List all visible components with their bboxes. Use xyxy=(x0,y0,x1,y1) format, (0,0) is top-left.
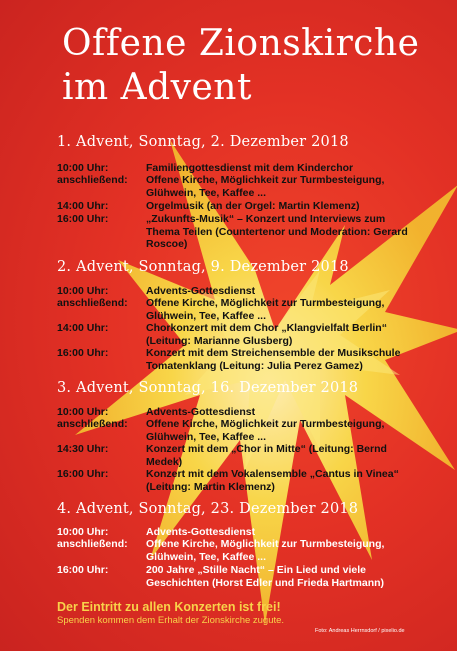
event-text: Advents-Gottesdienst xyxy=(146,526,256,538)
event-time: anschließend: xyxy=(57,418,128,430)
event-text: Chorkonzert mit dem Chor „Klangvielfalt Berlin“ (Leitung: Marianne Glusberg) xyxy=(146,322,387,347)
page-border-bottom xyxy=(0,651,466,661)
section-heading: 4. Advent, Sonntag, 23. Dezember 2018 xyxy=(57,501,359,517)
event-text: Familiengottesdienst mit dem Kinderchor xyxy=(146,162,354,174)
admission-note: Der Eintritt zu allen Konzerten ist frei! xyxy=(57,600,281,614)
event-time: 16:00 Uhr: xyxy=(57,347,109,359)
section-heading: 2. Advent, Sonntag, 9. Dezember 2018 xyxy=(57,259,349,275)
event-text: 200 Jahre „Stille Nacht“ – Ein Lied und viele Geschichten (Horst Edler und Frieda Hartmann) xyxy=(146,564,385,589)
event-text: Konzert mit dem Streichensemble der Musikschule Tomatenklang (Leitung: Julia Perez Gamez) xyxy=(146,347,401,372)
event-text: Konzert mit dem „Chor in Mitte“ (Leitung: Bernd Medek) xyxy=(146,443,387,468)
event-text: Offene Kirche, Möglichkeit zur Turmbesteigung, Glühwein, Tee, Kaffee ... xyxy=(146,418,385,443)
event-time: anschließend: xyxy=(57,297,128,309)
event-text: „Zukunfts-Musik“ – Konzert und Interviews zum Thema Teilen (Countertenor und Moderation: Gerard Roscoe) xyxy=(146,213,408,250)
event-time: 10:00 Uhr: xyxy=(57,285,109,297)
event-text: Konzert mit dem Vokalensemble „Cantus in Vinea“ (Leitung: Martin Klemenz) xyxy=(146,468,399,493)
event-time: 16:00 Uhr: xyxy=(57,468,109,480)
event-text: Offene Kirche, Möglichkeit zur Turmbesteigung, Glühwein, Tee, Kaffee ... xyxy=(146,297,385,322)
event-time: 10:00 Uhr: xyxy=(57,162,109,174)
section-heading: 1. Advent, Sonntag, 2. Dezember 2018 xyxy=(57,134,349,150)
event-text: Offene Kirche, Möglichkeit zur Turmbesteigung, Glühwein, Tee, Kaffee ... xyxy=(146,174,385,199)
event-time: 14:00 Uhr: xyxy=(57,200,109,212)
poster-title xyxy=(62,22,422,110)
title-line-2: im Advent xyxy=(62,67,252,108)
event-time: 10:00 Uhr: xyxy=(57,406,109,418)
event-time: 16:00 Uhr: xyxy=(57,213,109,225)
event-time: 14:30 Uhr: xyxy=(57,443,109,455)
event-time: 10:00 Uhr: xyxy=(57,526,109,538)
section-heading: 3. Advent, Sonntag, 16. Dezember 2018 xyxy=(57,380,359,396)
page-border-right xyxy=(457,0,466,661)
title-line-1: Offene Zionskirche xyxy=(62,23,420,64)
event-time: 14:00 Uhr: xyxy=(57,322,109,334)
event-text: Offene Kirche, Möglichkeit zur Turmbesteigung, Glühwein, Tee, Kaffee ... xyxy=(146,538,385,563)
event-time: anschließend: xyxy=(57,538,128,550)
event-time: 16:00 Uhr: xyxy=(57,564,109,576)
event-time: anschließend: xyxy=(57,174,128,186)
event-text: Advents-Gottesdienst xyxy=(146,406,256,418)
event-text: Advents-Gottesdienst xyxy=(146,285,256,297)
donation-note: Spenden kommen dem Erhalt der Zionskirche zugute. xyxy=(57,615,285,626)
photo-credit: Foto: Andreas Herrnsdorf / pixelio.de xyxy=(315,628,405,634)
event-text: Orgelmusik (an der Orgel: Martin Klemenz) xyxy=(146,200,360,212)
